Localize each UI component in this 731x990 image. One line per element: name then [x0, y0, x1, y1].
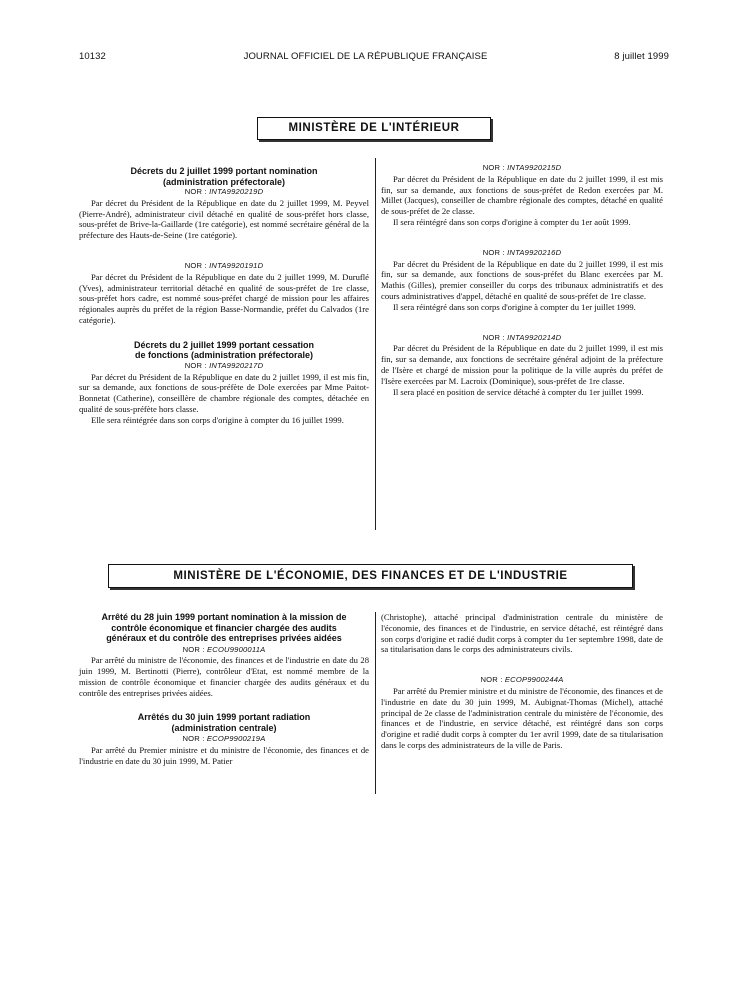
decree-paragraph: Il sera réintégré dans son corps d'origine à compter du 1er août 1999.	[393, 216, 631, 227]
nor-reference: NOR : INTA9920217D	[184, 360, 264, 370]
ministry-interior-title: MINISTÈRE DE L'INTÉRIEUR	[257, 117, 491, 140]
arrete-paragraph: Par arrêté du Premier ministre et du ministre de l'économie, des finances et de l'industrie en date du 30 juin 1999, M. Aubignat-Thomas (Michel), attaché principal de 2e classe de l'administration centrale du ministère de l'économie, des finances et de l'industrie, en service détaché, est réintégré dans son corps d'origine et radié dudit corps à compter du 1er avril 1999, date de sa titularisation dans le corps des administrateurs de la ville de Paris.	[381, 685, 663, 750]
nor-reference: NOR : INTA9920216D	[482, 247, 562, 257]
interior-left-column	[79, 166, 369, 426]
interior-right-column	[381, 163, 663, 397]
arrete-title: Arrêté du 28 juin 1999 portant nomination à la mission de contrôle économique et financier chargée des audits généraux et du contrôle des entreprises privées aidées	[101, 612, 347, 643]
decree-paragraph: Elle sera réintégrée dans son corps d'origine à compter du 16 juillet 1999.	[91, 414, 344, 425]
nor-reference: NOR : ECOU9900011A	[182, 644, 266, 654]
page-number: 10132	[79, 51, 106, 62]
decree-paragraph: Par décret du Président de la République en date du 2 juillet 1999, il est mis fin, sur sa demande, aux fonctions de secrétaire général adjoint de la préfecture de l'Isère et chargé de mission pour la politique de la ville auprès du préfet de l'Isère exercées par M. Lacroix (Dominique), sous-préfet de 1re classe.	[381, 343, 663, 386]
nor-reference: NOR : INTA9920215D	[482, 163, 562, 172]
column-divider	[375, 612, 376, 794]
decree-paragraph: Par décret du Président de la République en date du 2 juillet 1999, il est mis fin, sur sa demande, aux fonctions de sous-préfet du Blanc exercées par M. Mathis (Gilles), premier conseiller du corps des tribunaux administratifs et des cours administratives d'appel, détaché en qualité de sous-préfet de 1re classe.	[381, 258, 663, 301]
issue-date: 8 juillet 1999	[614, 51, 669, 62]
arrete-title: Arrêtés du 30 juin 1999 portant radiation (administration centrale)	[137, 712, 311, 733]
arrete-paragraph: Par arrêté du ministre de l'économie, des finances et de l'industrie en date du 28 juin 1999, M. Bertinotti (Pierre), contrôleur d'Etat, est nommé membre de la mission de contrôle économique et financier chargée des audits généraux et du contrôle des entreprises privées aidées.	[79, 655, 369, 698]
arrete-paragraph: Par arrêté du Premier ministre et du ministre de l'économie, des finances et de l'industrie en date du 30 juin 1999, M. Patier	[79, 745, 369, 767]
decree-paragraph: Il sera placé en position de service détaché à compter du 1er juillet 1999.	[393, 386, 644, 397]
journal-title: JOURNAL OFFICIEL DE LA RÉPUBLIQUE FRANÇAISE	[243, 51, 488, 62]
nor-reference: NOR : INTA9920214D	[482, 332, 562, 342]
nor-reference: NOR : INTA9920219D	[184, 187, 264, 196]
economy-left-column	[79, 612, 369, 767]
decree-paragraph: Par décret du Président de la République en date du 2 juillet 1999, il est mis fin, sur sa demande, aux fonctions de sous-préfet de Redon exercées par M. Millet (Jacques), conseiller de chambre régionale des comptes, détaché en qualité de sous-préfet de 2e classe.	[381, 173, 663, 217]
decree-title: Décrets du 2 juillet 1999 portant nomination (administration préfectorale)	[130, 166, 318, 187]
arrete-paragraph: (Christophe), attaché principal d'administration centrale du ministère de l'économie, des finances et de l'industrie, en service détaché, est réintégré dans son corps d'origine et radié dudit corps à compter du 1er septembre 1998, date de sa titularisation dans le corps des administrateurs civils.	[381, 612, 663, 655]
decree-paragraph: Il sera réintégré dans son corps d'origine à compter du 1er juillet 1999.	[393, 301, 636, 312]
economy-right-column	[381, 612, 663, 751]
decree-paragraph: Par décret du Président de la République en date du 2 juillet 1999, M. Duruflé (Yves), administrateur territorial détaché en qualité de sous-préfet de 1re classe, sous-préfet hors cadre, est nommé sous-préfet chargé de mission pour les affaires régionales auprès du préfet de la région Basse-Normandie, préfet du Calvados (1re catégorie).	[79, 271, 369, 325]
nor-reference: NOR : ECOP9900244A	[480, 675, 564, 685]
column-divider	[375, 158, 376, 530]
ministry-economy-title: MINISTÈRE DE L'ÉCONOMIE, DES FINANCES ET DE L'INDUSTRIE	[108, 564, 633, 588]
nor-reference: NOR : INTA9920191D	[184, 260, 264, 270]
nor-reference: NOR : ECOP9900219A	[182, 734, 266, 744]
decree-title: Décrets du 2 juillet 1999 portant cessation de fonctions (administration préfectorale)	[133, 339, 315, 361]
decree-paragraph: Par décret du Président de la République en date du 2 juillet 1999, il est mis fin, sur sa demande, aux fonctions de sous-préfète de Dole exercées par Mme Paitot-Bonnetat (Catherine), conseillère de chambre régionale des comptes, détachée en qualité de sous-préfète hors classe.	[79, 371, 369, 414]
decree-paragraph: Par décret du Président de la République en date du 2 juillet 1999, M. Peyvel (Pierre-André), administrateur civil détaché en qualité de sous-préfet hors classe, sous-préfet de Brive-la-Gaillarde (1re catégorie), est nommé secrétaire général de la préfecture des Hauts-de-Seine (1re catégorie).	[79, 197, 369, 241]
